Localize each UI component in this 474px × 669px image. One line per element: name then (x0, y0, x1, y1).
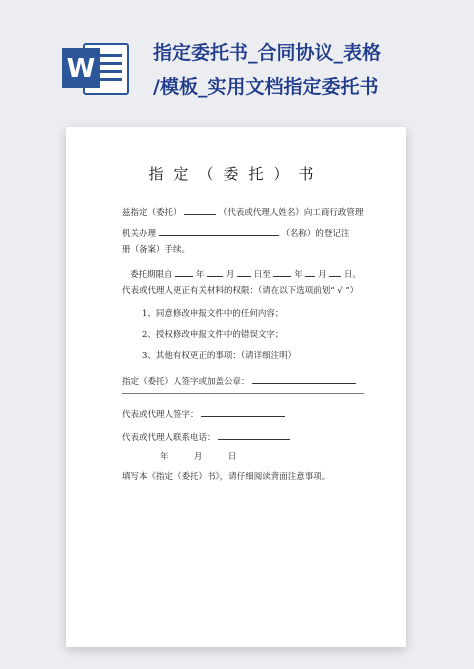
agent-sign-blank[interactable] (201, 407, 285, 417)
document-page (66, 127, 406, 647)
footer-note: 填写本《指定（委托）书》，请仔细阅读背面注意事项。 (122, 472, 331, 482)
banner-title-line-2: /模板_实用文档指定委托书 (153, 76, 379, 98)
date-month: 月 (193, 452, 203, 462)
period-year2: 年 (294, 270, 303, 280)
option-2: 2、授权修改申报文件中的错误文字； (142, 330, 284, 340)
period-day1-blank[interactable] (237, 267, 251, 277)
period-year1: 年 (195, 270, 205, 280)
period-year2-blank[interactable] (273, 267, 291, 277)
agent-name-blank[interactable] (184, 205, 216, 215)
agent-sign-label: 代表或代理人签字： (122, 410, 199, 420)
period-month2-blank[interactable] (305, 267, 315, 277)
banner-title-line-1: 指定委托书_合同协议_表格 (153, 42, 382, 64)
agent-phone-blank[interactable] (218, 430, 290, 440)
rights-intro: 代表或代理人更正有关材料的权限：（请在以下选项前划“ √ ”） (122, 286, 359, 296)
agent-phone-line (122, 430, 290, 444)
period-month1: 月 (225, 270, 235, 280)
period-year1-blank[interactable] (175, 267, 193, 277)
company-name-blank[interactable] (159, 226, 279, 236)
date-line (160, 452, 236, 463)
para1-text-b: （代表或代理人姓名）向工商行政管理 (218, 208, 364, 218)
period-day1: 日至 (253, 270, 271, 280)
period-month2: 月 (318, 270, 327, 280)
word-document-icon (62, 38, 132, 98)
option-1: 1、同意修改申报文件中的任何内容； (142, 309, 284, 319)
para2-text-b: （名称）的登记注 (281, 229, 350, 239)
option-3: 3、其他有权更正的事项：（请详细注明） (142, 351, 297, 361)
period-day2-blank[interactable] (329, 267, 341, 277)
period-prefix: 委托期限自 (130, 270, 173, 280)
banner (0, 0, 474, 120)
period-day2: 日。 (344, 270, 362, 280)
divider (122, 393, 364, 394)
word-icon-letter: W (66, 54, 96, 84)
paragraph-3: 册（备案）手续。 (122, 245, 191, 255)
signature-label: 指定（委托）人签字或加盖公章： (122, 377, 250, 387)
signature-blank[interactable] (252, 374, 356, 384)
date-day: 日 (227, 452, 237, 462)
agent-phone-label: 代表或代理人联系电话： (122, 433, 216, 443)
para2-text-a: 机关办理 (122, 229, 157, 239)
date-year: 年 (160, 452, 169, 462)
paragraph-1 (122, 205, 363, 219)
document-title: 指定（委托）书 (148, 165, 324, 183)
signature-line (122, 374, 356, 388)
paragraph-2 (122, 226, 349, 240)
agent-sign-line (122, 407, 285, 421)
period-line (130, 267, 361, 281)
period-month1-blank[interactable] (207, 267, 223, 277)
para1-text-a: 兹指定（委托） (122, 208, 182, 218)
